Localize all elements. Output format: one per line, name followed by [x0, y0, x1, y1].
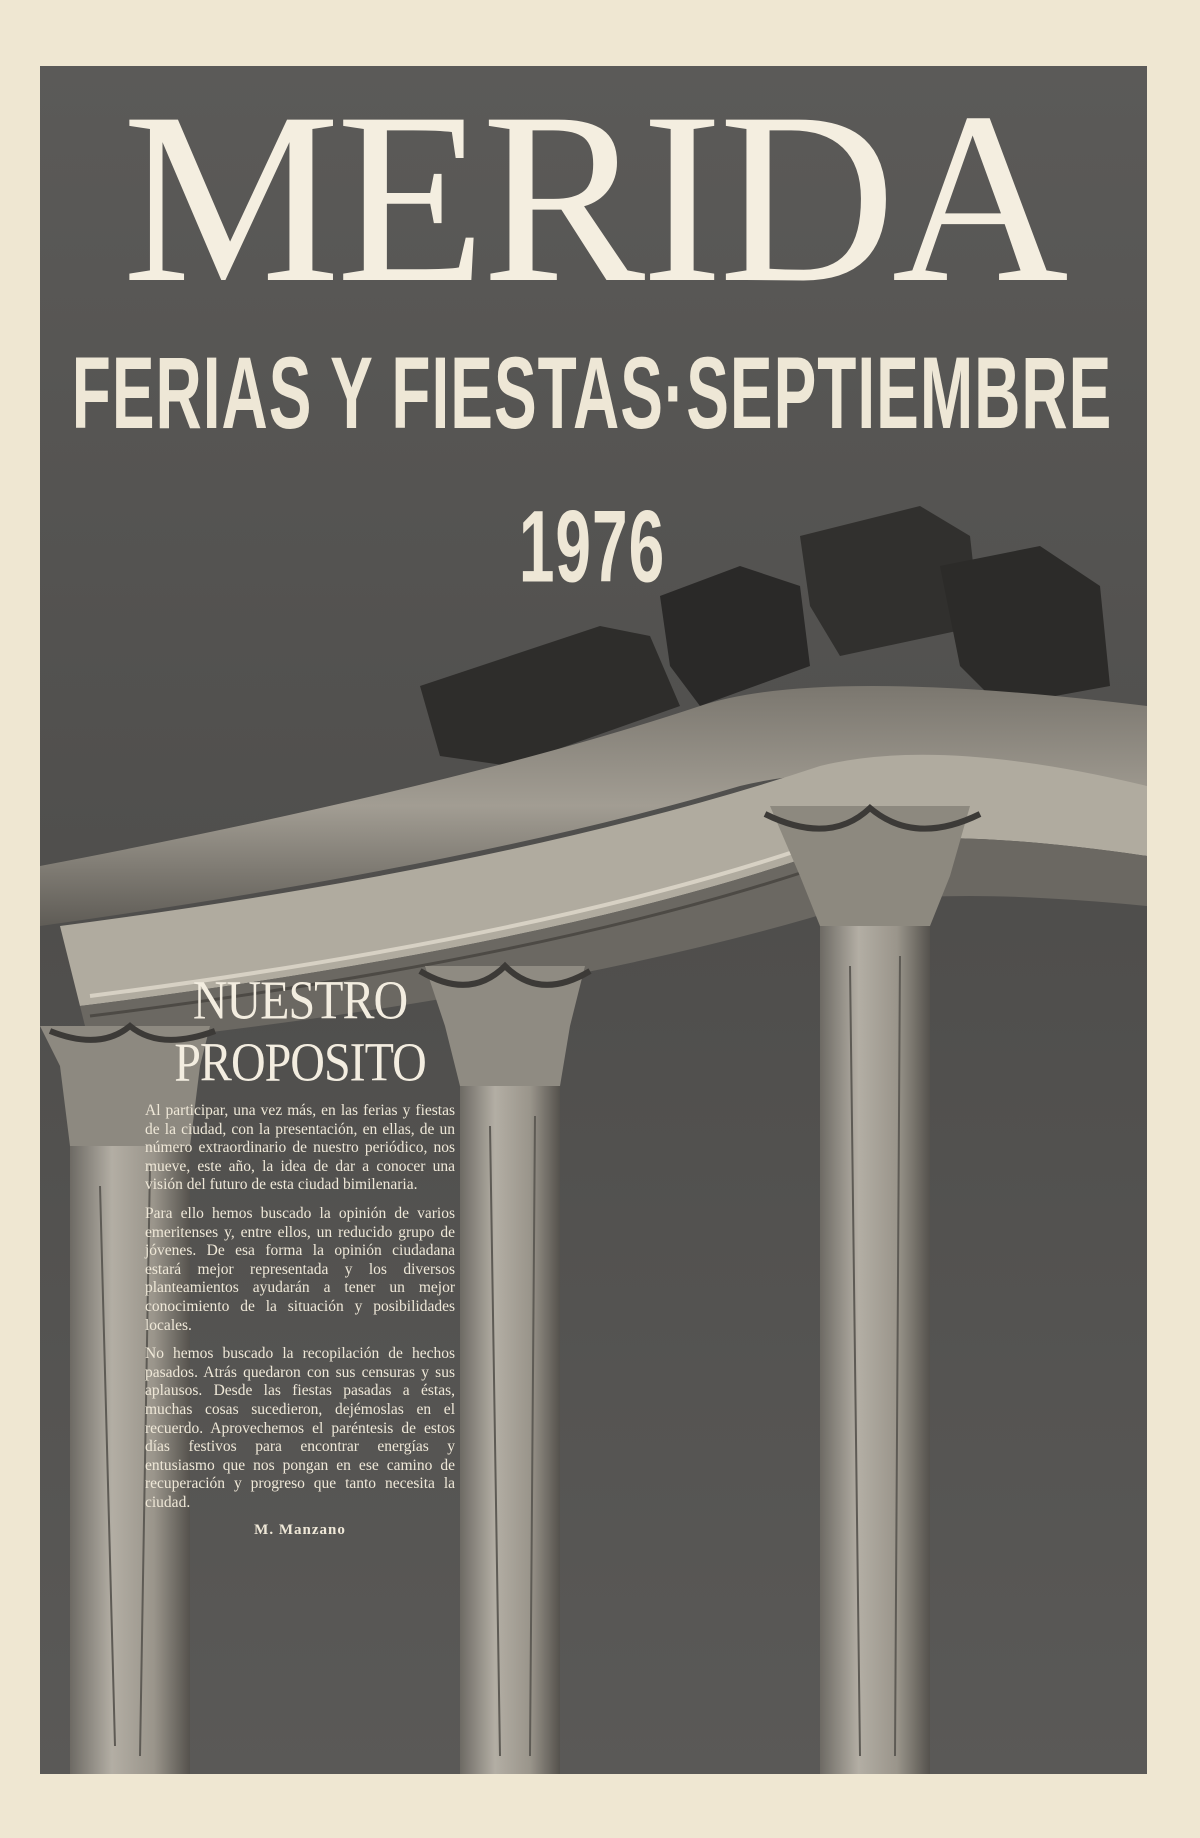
article-heading	[145, 970, 455, 1094]
masthead-title: MERIDA	[122, 66, 1065, 333]
masthead-subtitle: FERIAS Y FIESTAS·SEPTIEMBRE 1976	[71, 335, 1113, 604]
article-paragraph: Al participar, una vez más, en las ferias y fiestas de la ciudad, con la presentación, en ellas, de un número extraordinario de nuestro periódico, nos mueve, este año, la idea de dar a conocer una visión del futuro de esta ciudad bimilenaria.	[145, 1102, 455, 1194]
article-heading-line1: NUESTRO	[192, 970, 408, 1031]
article-paragraph: Para ello hemos buscado la opinión de varios emeritenses y, entre ellos, un reducido grupo de jóvenes. De esa forma la opinión ciudadana estará mejor representada y los diversos planteamientos ayudarán a tener un mejor conocimiento de la situación y posibilidades locales.	[145, 1204, 455, 1334]
editorial-article	[145, 970, 455, 1539]
article-paragraph: No hemos buscado la recopilación de hechos pasados. Atrás quedaron con sus censuras y sus aplausos. Desde las fiestas pasadas a éstas, muchas cosas sucedieron, dejémoslas en el recuerdo. Aprovechemos el paréntesis de estos días festivos para encontrar energías y entusiasmo que nos pongan en ese camino de recuperación y progreso que tanto necesita la ciudad.	[145, 1345, 455, 1511]
article-heading-line2: PROPOSITO	[174, 1032, 426, 1094]
article-author: M. Manzano	[254, 1522, 346, 1539]
